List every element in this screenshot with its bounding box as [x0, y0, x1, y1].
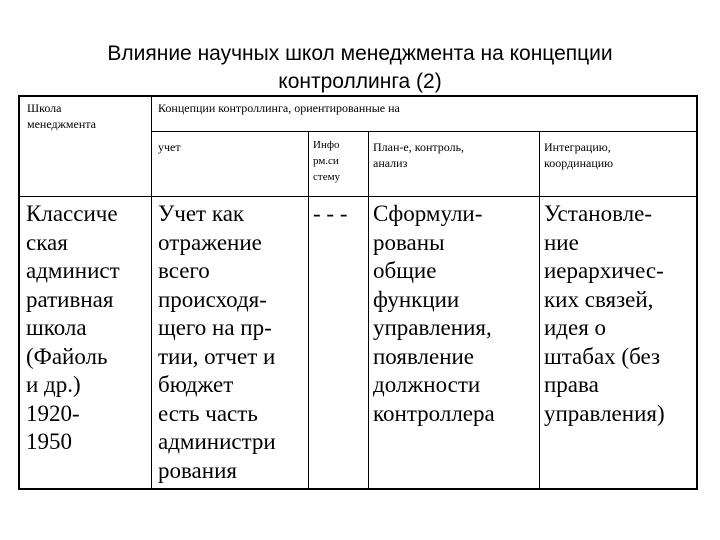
column-divider [368, 131, 369, 488]
column-divider [151, 97, 152, 488]
subheader-info-system: Инфо рм.си стему [313, 139, 341, 183]
cell-school: Классиче ская админист ративная школа (Файоль и др.) 1920- 1950 [26, 201, 120, 454]
header-school: Школа менеджмента [27, 101, 96, 131]
subheader-accounting: учет [158, 140, 181, 154]
column-divider [539, 131, 540, 488]
subheader-integration: Интеграцию, координацию [544, 140, 614, 170]
cell-accounting: Учет как отражение всего происходя- щего на пр- тии, отчет и бюджет есть часть администри рования [158, 201, 276, 483]
slide-title-line-1: Влияние научных школ менеджмента на концепции [107, 42, 613, 65]
cell-planning: Сформули- рованы общие функции управления, появление должности контроллера [373, 201, 495, 426]
row-divider [151, 131, 696, 132]
cell-info-system: - - - [313, 201, 348, 226]
header-concepts: Концепции контроллинга, ориентированные на [158, 101, 400, 115]
slide-title-line-2: контроллинга (2) [278, 70, 442, 93]
cell-integration: Установле- ние иерархичес- ких связей, идея о штабах (без права управления) [544, 201, 665, 426]
concepts-table [18, 95, 698, 490]
slide-title [0, 40, 720, 96]
subheader-planning: План-е, контроль, анализ [373, 140, 465, 170]
row-divider [20, 196, 696, 197]
column-divider [308, 131, 309, 488]
